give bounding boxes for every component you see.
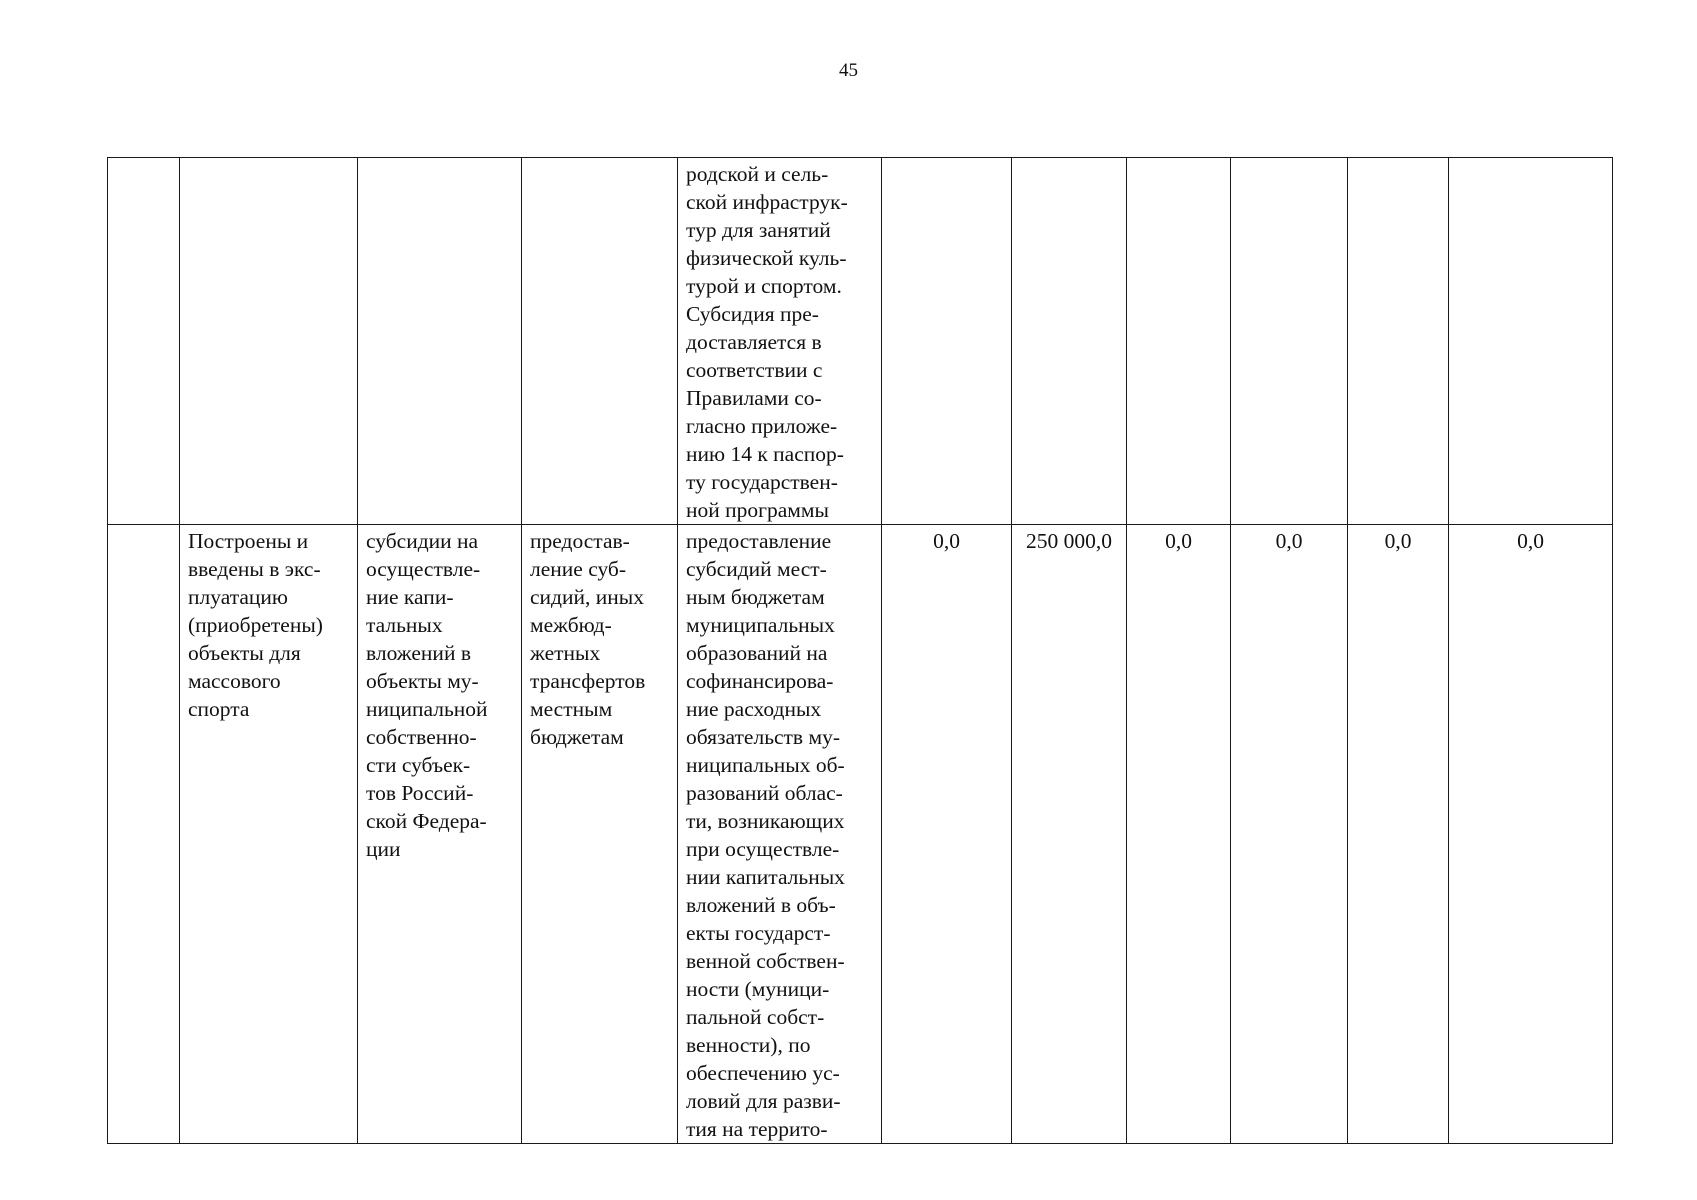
table-cell-subsidy-type <box>358 158 522 525</box>
table-cell-value: 0,0 <box>1231 525 1348 1144</box>
table-cell-result: Построены и введены в экс- плуатацию (приобретены) объекты для массового спорта <box>180 525 358 1144</box>
table-cell-value <box>882 158 1012 525</box>
table-cell-value: 0,0 <box>1449 525 1613 1144</box>
table-cell-value: 0,0 <box>882 525 1012 1144</box>
table-cell-value: 0,0 <box>1127 525 1231 1144</box>
table-row <box>108 525 1613 1144</box>
table-cell-description: родской и сель- ской инфраструк- тур для занятий физической куль- турой и спортом. Субсидия пре- доставляется в соответствии с Правилами со- гласно приложе- нию 14 к паспор- ту государствен- ной программы <box>678 158 882 525</box>
program-table <box>107 157 1613 1144</box>
table-cell-value <box>1012 158 1127 525</box>
table-cell-subsidy-type: субсидии на осуществле- ние капи- тальных вложений в объекты му- ниципальной собственно- сти субъек- тов Россий- ской Федера- ции <box>358 525 522 1144</box>
table-cell-value <box>1127 158 1231 525</box>
table-cell-value <box>1449 158 1613 525</box>
table-cell-index <box>108 525 180 1144</box>
table-cell-mechanism <box>522 158 678 525</box>
table-cell-value <box>1348 158 1449 525</box>
table-cell-mechanism: предостав- ление суб- сидий, иных межбюд- жетных трансфертов местным бюджетам <box>522 525 678 1144</box>
table-cell-value: 250 000,0 <box>1012 525 1127 1144</box>
page-number: 45 <box>839 60 858 81</box>
table-cell-value: 0,0 <box>1348 525 1449 1144</box>
table-cell-index <box>108 158 180 525</box>
table-cell-result <box>180 158 358 525</box>
table-row <box>108 158 1613 525</box>
table-cell-description: предоставление субсидий мест- ным бюджетам муниципальных образований на софинансирова- ние расходных обязательств му- ниципальных об- разований облас- ти, возникающих при осуществле- нии капитальных вложений в объ- екты государст- венной собствен- ности (муници- пальной собст- венности), по обеспечению ус- ловий для разви- тия на террито- <box>678 525 882 1144</box>
table-cell-value <box>1231 158 1348 525</box>
